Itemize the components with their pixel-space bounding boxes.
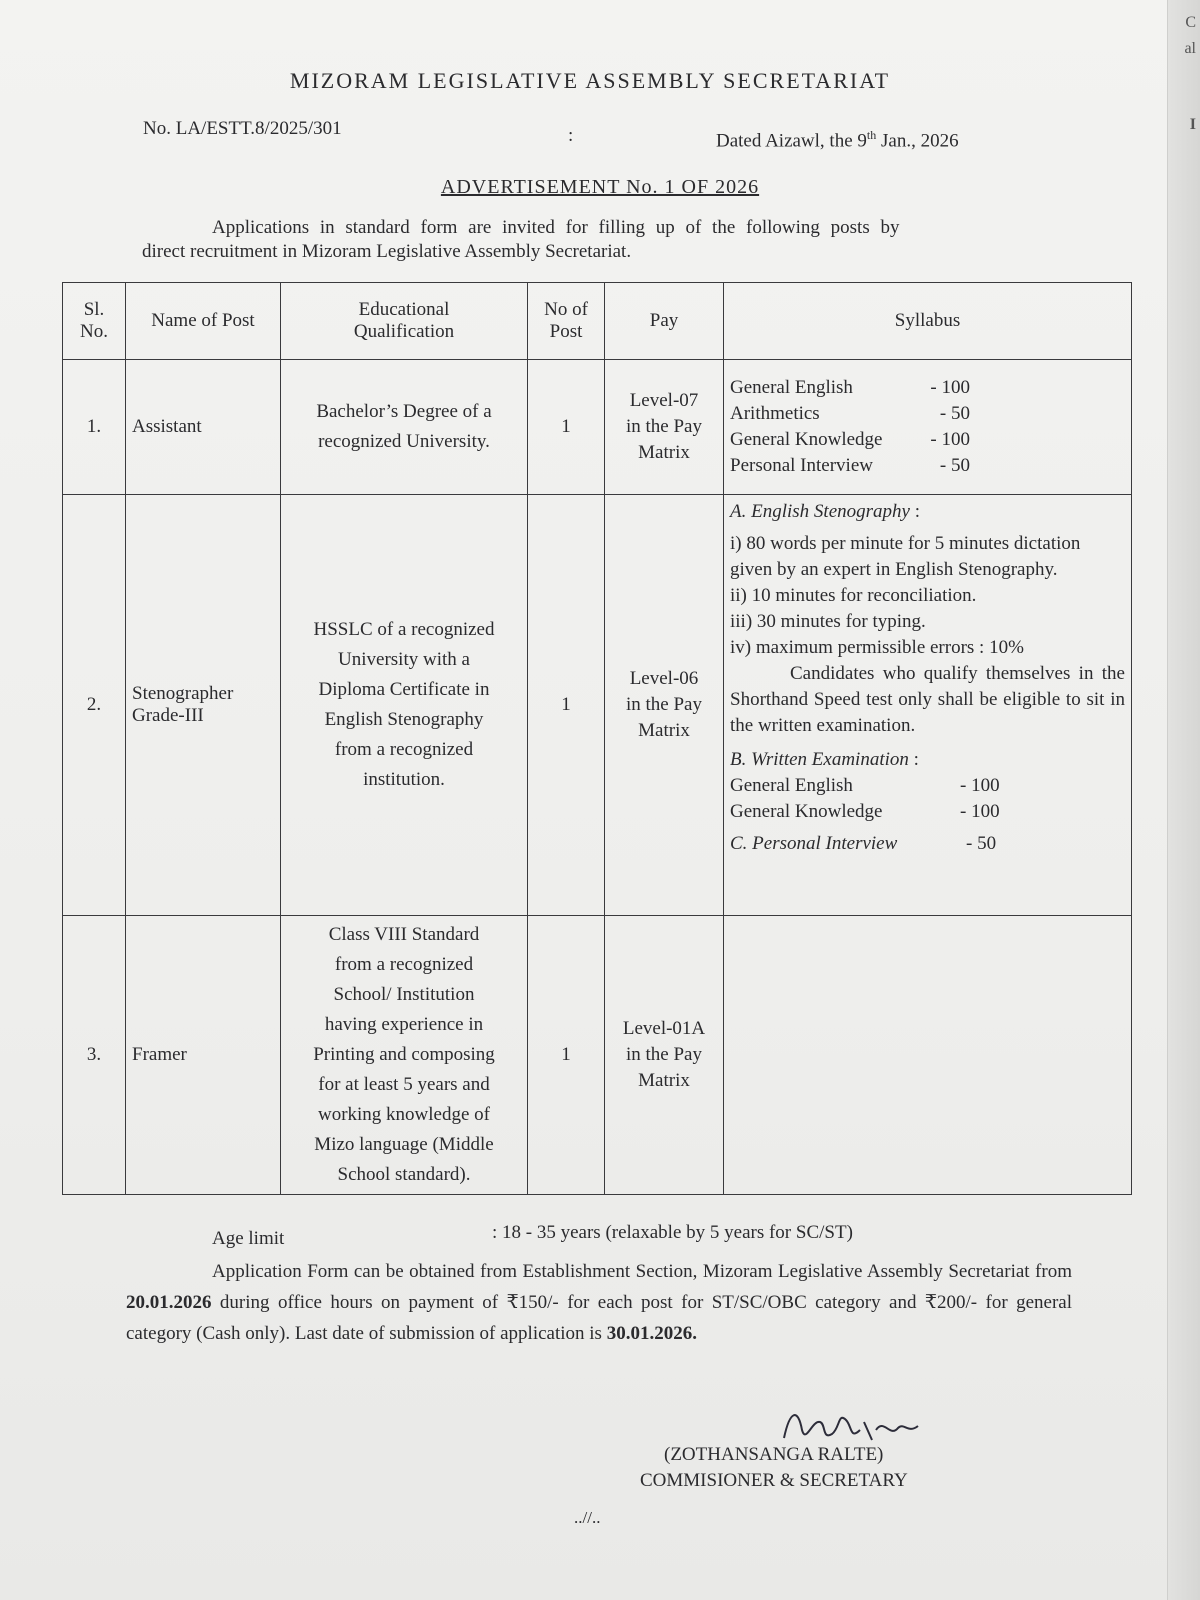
row-qualification: Bachelor’s Degree of a recognized University. — [281, 360, 528, 495]
header-sl-no: Sl. No. — [63, 283, 126, 360]
row-post-name: Assistant — [126, 360, 281, 495]
handwritten-signature — [776, 1400, 926, 1450]
section-c-marks: - 50 — [966, 833, 997, 854]
row-post-name: Stenographer Grade-III — [126, 495, 281, 916]
section-c-heading: C. Personal Interview — [730, 833, 898, 854]
syllabus-subject: Personal Interview — [730, 455, 873, 476]
syllabus-marks: - 100 — [930, 429, 970, 450]
syllabus-marks: - 50 — [939, 403, 970, 424]
posts-table — [62, 282, 1132, 1195]
signatory-title: COMMISIONER & SECRETARY — [640, 1470, 908, 1491]
edge-letter: C — [1185, 14, 1196, 31]
row-sl-no: 3. — [63, 916, 126, 1195]
edge-letter: al — [1184, 40, 1196, 57]
row-sl-no: 1. — [63, 360, 126, 495]
secretariat-heading: MIZORAM LEGISLATIVE ASSEMBLY SECRETARIAT — [289, 68, 891, 93]
page-continuation-mark: ..//.. — [574, 1508, 601, 1527]
syllabus-subject: General English — [730, 377, 853, 398]
row-syllabus-empty — [724, 916, 1132, 1195]
header-syllabus: Syllabus — [724, 283, 1132, 360]
row-no-of-post: 1 — [528, 360, 605, 495]
written-subject: General Knowledge — [730, 801, 883, 822]
row-syllabus — [724, 360, 1132, 495]
form-start-date: 20.01.2026 — [126, 1292, 212, 1313]
application-paragraph: Application Form can be obtained from Establishment Section, Mizoram Legislative Assembly Secretariat from 20.01.2026 during office hours on payment of ₹150/- for each post for ST/SC/OBC category and ₹200/- for general category (Cash only). Last date of submission of application is 30.01.2026. — [126, 1261, 1072, 1344]
table-row — [63, 495, 1132, 916]
intro-paragraph: Applications in standard form are invited for filling up of the following posts by direct recruitment in Mizoram Legislative Assembly Secretariat. — [142, 217, 900, 262]
row-no-of-post: 1 — [528, 916, 605, 1195]
section-a-heading: A. English Stenography : — [730, 501, 920, 522]
row-no-of-post: 1 — [528, 495, 605, 916]
header-educational-qualification: Educational Qualification — [281, 283, 528, 360]
age-limit-value: : 18 - 35 years (relaxable by 5 years for SC/ST) — [492, 1222, 853, 1243]
header-name-of-post: Name of Post — [126, 283, 281, 360]
advertisement-title: ADVERTISEMENT No. 1 OF 2026 — [440, 176, 760, 198]
header-pay: Pay — [605, 283, 724, 360]
section-a-item: iv) maximum permissible errors : 10% — [730, 637, 1024, 658]
age-limit-label: Age limit — [212, 1228, 285, 1249]
row-pay: Level-01A in the Pay Matrix — [605, 916, 724, 1195]
last-date: 30.01.2026. — [606, 1323, 697, 1344]
table-header-row — [63, 283, 1132, 360]
row-qualification: Class VIII Standard from a recognized School/ Institution having experience in Printing and composing for at least 5 years and working knowledge of Mizo language (Middle School standard). — [281, 916, 528, 1195]
row-qualification: HSSLC of a recognized University with a Diploma Certificate in English Stenography from a recognized institution. — [281, 495, 528, 916]
section-a-item: i) 80 words per minute for 5 minutes dictation given by an expert in English Stenography. — [730, 533, 1081, 580]
row-syllabus — [724, 495, 1132, 916]
reference-number: No. LA/ESTT.8/2025/301 — [143, 118, 342, 139]
table-row — [63, 916, 1132, 1195]
table-row — [63, 360, 1132, 495]
syllabus-list — [730, 375, 970, 479]
written-subject: General English — [730, 775, 853, 796]
signatory-name: (ZOTHANSANGA RALTE) — [664, 1444, 884, 1465]
adjacent-page-edge — [1167, 0, 1200, 1600]
row-pay: Level-07 in the Pay Matrix — [605, 360, 724, 495]
syllabus-subject: Arithmetics — [730, 403, 820, 424]
written-marks: - 100 — [960, 801, 1000, 822]
row-pay: Level-06 in the Pay Matrix — [605, 495, 724, 916]
row-sl-no: 2. — [63, 495, 126, 916]
written-marks: - 100 — [960, 775, 1000, 796]
section-a-item: ii) 10 minutes for reconciliation. — [730, 585, 977, 606]
section-a-item: iii) 30 minutes for typing. — [730, 611, 926, 632]
section-b-heading: B. Written Examination : — [730, 749, 919, 770]
reference-colon: : — [568, 125, 574, 146]
syllabus-marks: - 50 — [939, 455, 970, 476]
stenography-section — [730, 499, 1125, 857]
syllabus-marks: - 100 — [930, 377, 970, 398]
row-post-name: Framer — [126, 916, 281, 1195]
written-exam-list — [730, 773, 1125, 825]
syllabus-subject: General Knowledge — [730, 429, 883, 450]
edge-letter: I — [1189, 116, 1196, 133]
date-line: Dated Aizawl, the 9th Jan., 2026 — [716, 128, 959, 152]
section-c — [730, 831, 1125, 857]
header-no-of-post: No of Post — [528, 283, 605, 360]
section-a-note: Candidates who qualify themselves in the Shorthand Speed test only shall be eligible to sit in the written examination. — [730, 663, 1125, 736]
